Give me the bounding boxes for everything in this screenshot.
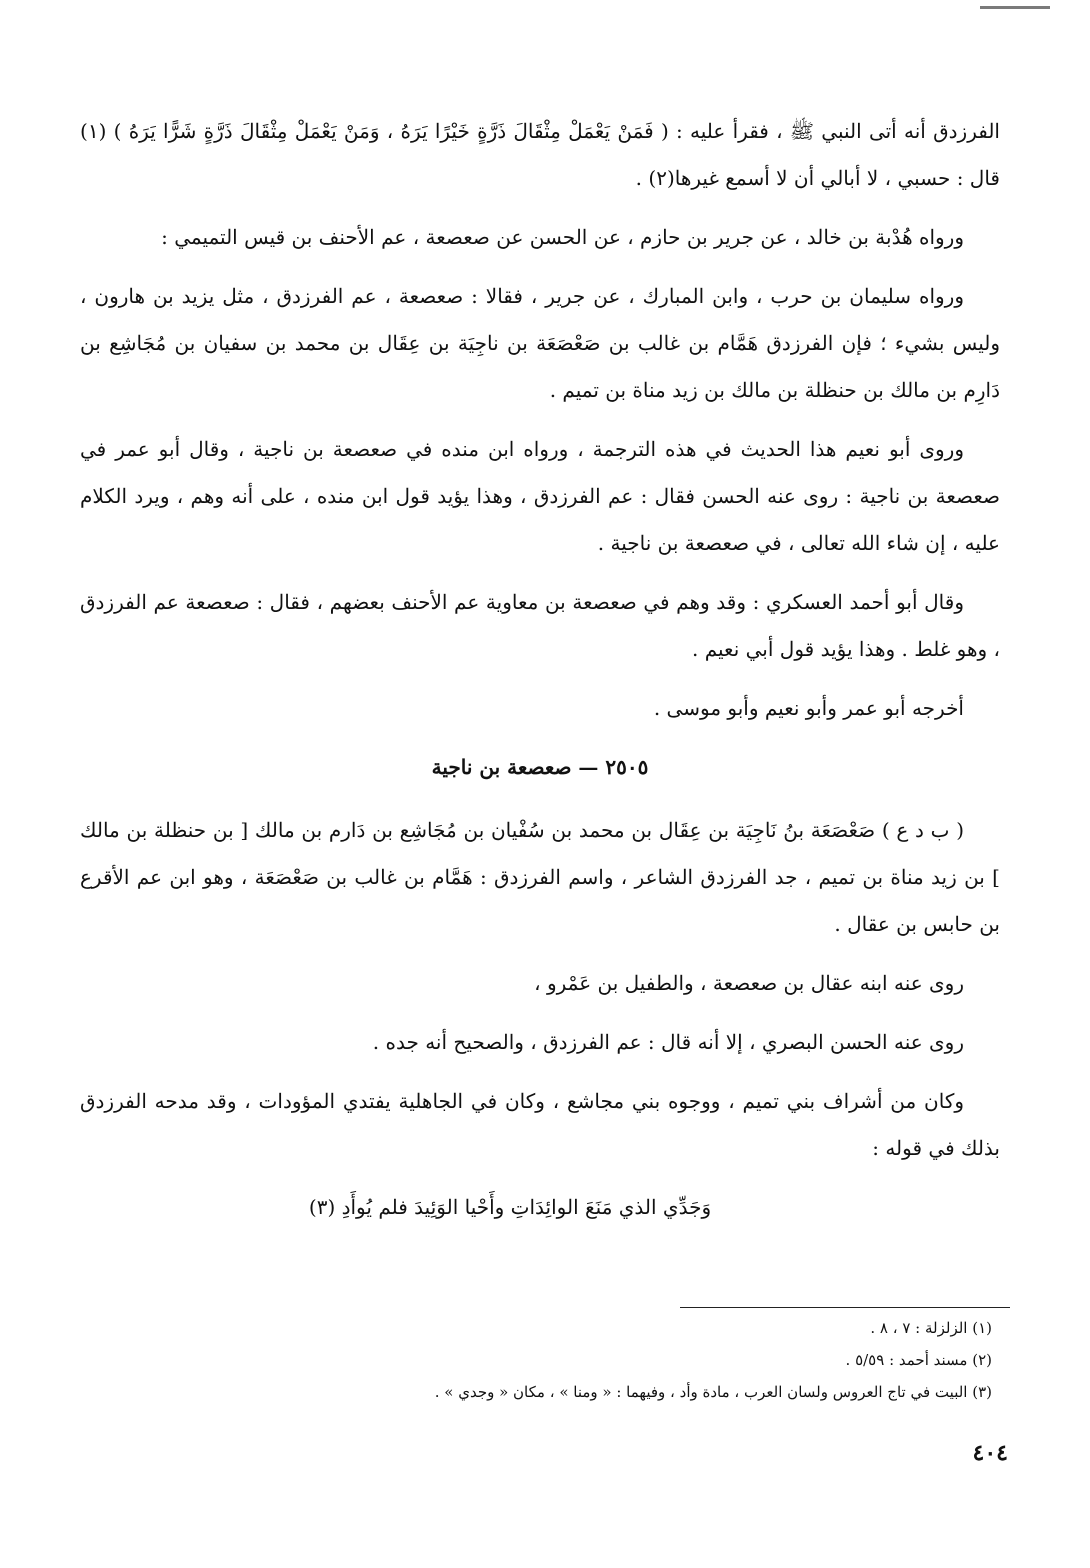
main-text: [80, 108, 1000, 1237]
paragraph: ورواه سليمان بن حرب ، وابن المبارك ، عن جرير ، فقالا : صعصعة ، عم الفرزدق ، مثل يزيد بن هارون ، وليس بشيء ؛ فإن الفرزدق هَمَّام بن غالب بن صَعْصَعَة بن ناجِيَة بن عِقَال بن محمد بن سفيان بن مُجَاشِع بن دَارِم بن مالك بن حنظلة بن مالك بن زيد مناة بن تميم .: [80, 284, 1000, 402]
poetry-verse: وَجَدِّي الذي مَنَعَ الوائِدَاتِ وأَحْيا الوَئِيدَ فلم يُوأَدِ (٣): [308, 1195, 712, 1219]
paragraph: ورواه هُدْبة بن خالد ، عن جرير بن حازم ، عن الحسن عن صعصعة ، عم الأحنف بن قيس التميمي :: [161, 225, 964, 249]
paragraph: الفرزدق أنه أتى النبي ﷺ ، فقرأ عليه : ( فَمَنْ يَعْمَلْ مِثْقَالَ ذَرَّةٍ خَيْرًا يَرَهُ ، وَمَنْ يَعْمَلْ مِثْقَالَ ذَرَّةٍ شَرًّا يَرَهُ ) (١) قال : حسبي ، لا أبالي أن لا أسمع غيرها(٢) .: [80, 119, 1000, 190]
footnote: (٣) البيت في تاج العروس ولسان العرب ، مادة وأد ، وفيهما : « ومنا » ، مكان « وجدي » .: [434, 1383, 992, 1401]
footnote-divider: [680, 1307, 1010, 1308]
page-number: ٤٠٤: [972, 1440, 1008, 1466]
footnote: (١) الزلزلة : ٧ ، ٨ .: [870, 1319, 992, 1337]
footnote: (٢) مسند أحمد : ٥/٥٩ .: [845, 1351, 992, 1369]
paragraph: روى عنه ابنه عقال بن صعصعة ، والطفيل بن عَمْرو ،: [534, 971, 964, 995]
scan-mark: [980, 6, 1050, 9]
paragraph: وكان من أشراف بني تميم ، ووجوه بني مجاشع ، وكان في الجاهلية يفتدي المؤودات ، وقد مدحه الفرزدق بذلك في قوله :: [80, 1089, 1000, 1160]
footnotes: [80, 1312, 1000, 1408]
paragraph: ( ب د ع ) صَعْصَعَة بنُ نَاجِيَة بن عِقَال بن محمد بن سُفْيان بن مُجَاشِع بن دَارم بن مالك [ بن حنظلة بن مالك ] بن زيد مناة بن تميم ، جد الفرزدق الشاعر ، واسم الفرزدق : هَمَّام بن غالب بن صَعْصَعَة ، وهو ابن عم الأقرع بن حابس بن عقال .: [80, 818, 1000, 936]
paragraph: وروى أبو نعيم هذا الحديث في هذه الترجمة ، ورواه ابن منده في صعصعة بن ناجية ، وقال أبو عمر في صعصعة بن ناجية : روى عنه الحسن فقال : عم الفرزدق ، وهذا يؤيد قول ابن منده ، على أنه وهم ، ويرد الكلام عليه ، إن شاء الله تعالى ، في صعصعة بن ناجية .: [80, 437, 1000, 555]
paragraph: أخرجه أبو عمر وأبو نعيم وأبو موسى .: [653, 696, 964, 720]
paragraph: وقال أبو أحمد العسكري : وقد وهم في صعصعة بن معاوية عم الأحنف بعضهم ، فقال : صعصعة عم الفرزدق ، وهو غلط . وهذا يؤيد قول أبي نعيم .: [80, 590, 1000, 661]
entry-heading: ٢٥٠٥ — صعصعة بن ناجية: [431, 755, 649, 779]
paragraph: روى عنه الحسن البصري ، إلا أنه قال : عم الفرزدق ، والصحيح أنه جده .: [372, 1030, 964, 1054]
